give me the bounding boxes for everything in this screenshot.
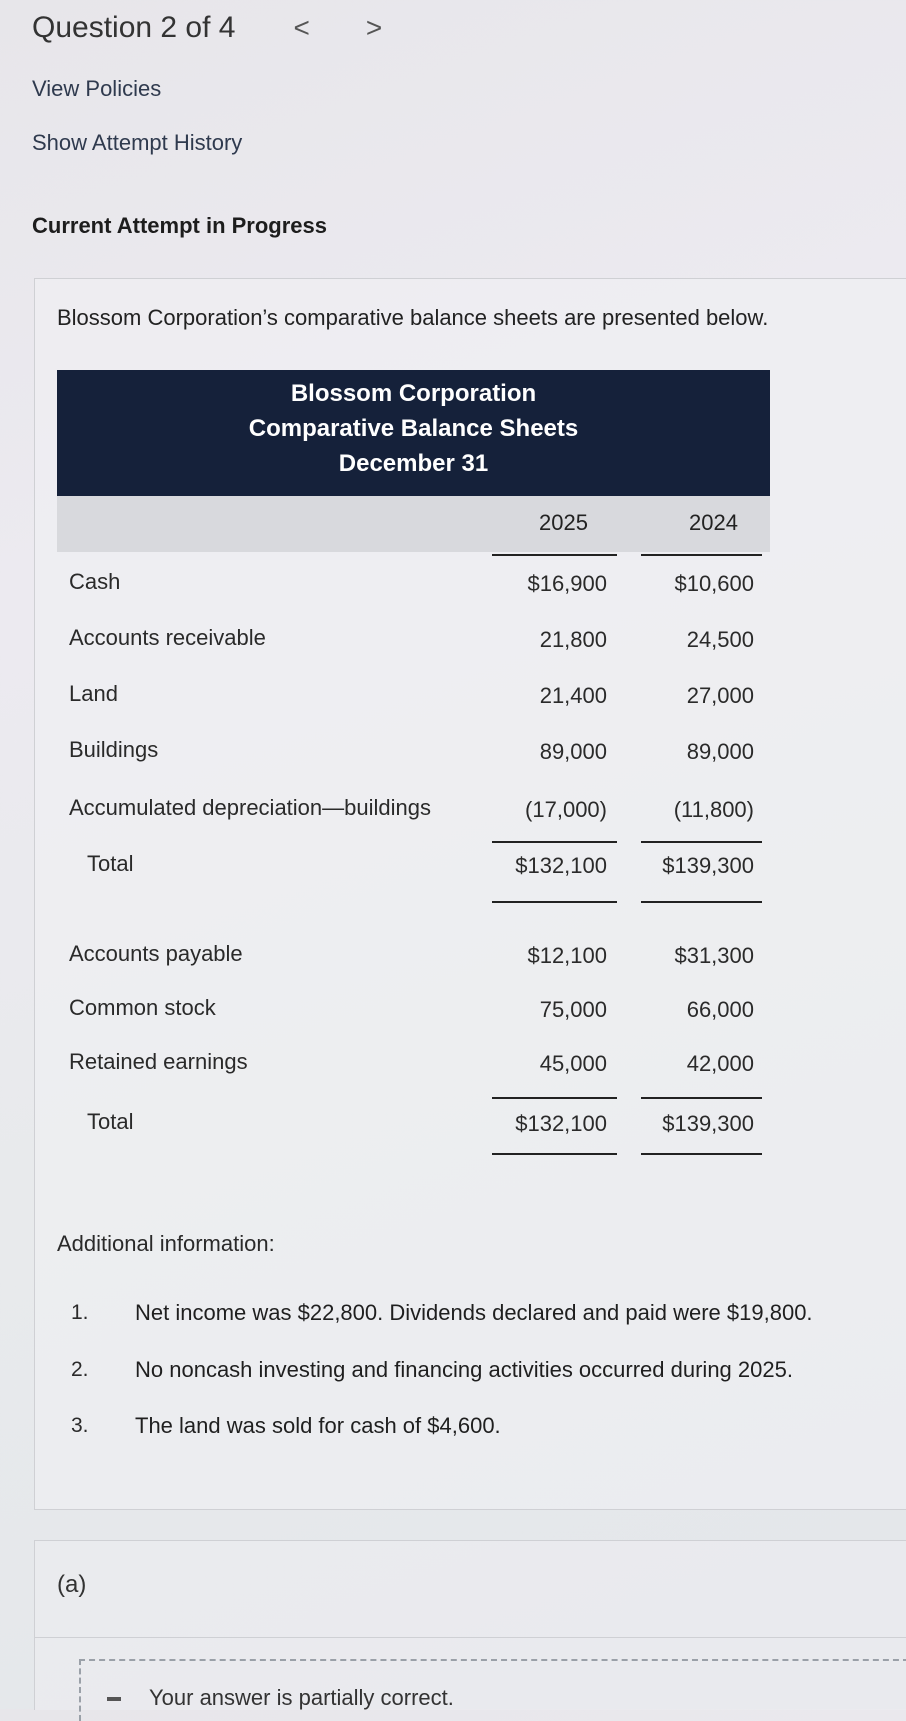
- row-label: Accumulated depreciation—buildings: [69, 795, 431, 820]
- chevron-right-icon[interactable]: >: [365, 12, 383, 43]
- feedback-box: [79, 1659, 906, 1721]
- minus-icon: [107, 1697, 121, 1701]
- row-label: Buildings: [69, 737, 159, 762]
- part-label: (a): [57, 1571, 87, 1598]
- cell-value: 21,800: [539, 627, 607, 652]
- list-item: No noncash investing and financing activities occurred during 2025.: [135, 1357, 793, 1382]
- subtotal-rule: [641, 1097, 762, 1099]
- year-2025-header: 2025: [539, 510, 588, 535]
- cell-value: (17,000): [525, 797, 607, 822]
- part-a-section: [34, 1540, 906, 1710]
- chevron-left-icon[interactable]: <: [293, 12, 310, 43]
- cell-value: 66,000: [686, 997, 754, 1022]
- year-header-row: [57, 496, 770, 552]
- cell-value: $16,900: [527, 571, 607, 596]
- row-label: Land: [69, 681, 118, 706]
- cell-value: $12,100: [527, 943, 607, 968]
- total-rule: [492, 901, 617, 903]
- total-rule: [492, 1153, 617, 1155]
- cell-value: 21,400: [539, 683, 607, 708]
- row-label: Common stock: [69, 995, 216, 1020]
- question-panel: [34, 278, 906, 1510]
- cell-value-total: $132,100: [515, 1111, 607, 1136]
- list-item-number: 2.: [71, 1358, 89, 1381]
- current-attempt-heading: Current Attempt in Progress: [32, 213, 328, 238]
- cell-value-total: $139,300: [662, 1111, 754, 1136]
- question-counter: Question 2 of 4: [32, 11, 236, 44]
- cell-value: 45,000: [539, 1051, 607, 1076]
- subtotal-rule: [492, 1097, 617, 1099]
- subtotal-rule: [641, 841, 762, 843]
- cell-value: $31,300: [674, 943, 754, 968]
- row-label-total: Total: [87, 1109, 134, 1134]
- row-label-total: Total: [87, 851, 134, 876]
- list-item-number: 3.: [71, 1414, 89, 1437]
- total-rule: [641, 1153, 762, 1155]
- list-item-number: 1.: [71, 1301, 89, 1324]
- cell-value: 24,500: [686, 627, 754, 652]
- year-underline: [492, 554, 617, 556]
- statement-date: December 31: [338, 450, 489, 477]
- cell-value-total: $132,100: [515, 853, 607, 878]
- balance-sheet-header: [57, 370, 770, 496]
- feedback-message: Your answer is partially correct.: [149, 1685, 454, 1710]
- cell-value-total: $139,300: [662, 853, 754, 878]
- cell-value: 27,000: [686, 683, 754, 708]
- cell-value: $10,600: [674, 571, 754, 596]
- list-item: The land was sold for cash of $4,600.: [135, 1413, 501, 1438]
- row-label: Accounts payable: [69, 941, 243, 966]
- list-item: Net income was $22,800. Dividends declared and paid were $19,800.: [135, 1300, 813, 1325]
- company-name: Blossom Corporation: [290, 380, 537, 407]
- cell-value: 42,000: [686, 1051, 754, 1076]
- row-label: Cash: [69, 569, 121, 594]
- total-rule: [641, 901, 762, 903]
- cell-value: 89,000: [686, 739, 754, 764]
- year-underline: [641, 554, 762, 556]
- subtotal-rule: [492, 841, 617, 843]
- cell-value: 89,000: [539, 739, 607, 764]
- statement-name: Comparative Balance Sheets: [248, 415, 579, 442]
- question-header: [32, 8, 382, 48]
- row-label: Accounts receivable: [69, 625, 266, 650]
- view-policies-link[interactable]: View Policies: [32, 76, 162, 101]
- question-intro: Blossom Corporation’s comparative balance sheets are presented below.: [57, 305, 769, 330]
- row-label: Retained earnings: [69, 1049, 248, 1074]
- cell-value: (11,800): [673, 797, 754, 822]
- show-attempt-history-link[interactable]: Show Attempt History: [32, 130, 243, 155]
- year-2024-header: 2024: [689, 510, 738, 535]
- cell-value: 75,000: [539, 997, 607, 1022]
- section-divider: [35, 1637, 906, 1638]
- additional-info-heading: Additional information:: [57, 1231, 275, 1256]
